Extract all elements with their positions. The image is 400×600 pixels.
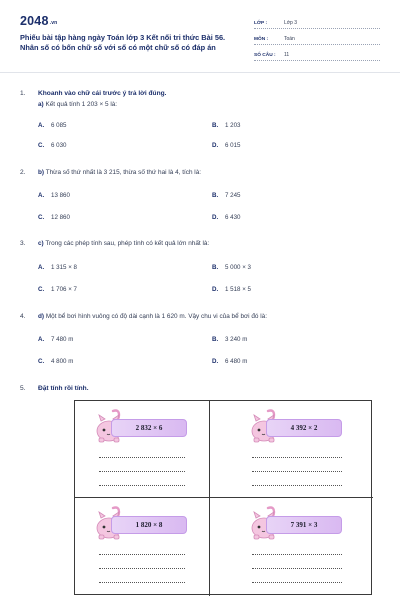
answer-line[interactable] <box>252 471 342 472</box>
question-instruction: Đặt tính rồi tính. <box>38 385 89 392</box>
answer-line[interactable] <box>99 485 185 486</box>
meta-label: LỚP : <box>254 21 268 26</box>
meta-value: Lớp 3 <box>284 20 298 26</box>
exercise-card: 1 820 × 8 <box>111 516 187 534</box>
prompt-label: b) <box>38 169 45 176</box>
meta-value: 11 <box>284 52 290 58</box>
title-line-1: Phiếu bài tập hàng ngày Toán lớp 3 Kết nối tri thức Bài 56. <box>20 33 226 42</box>
answer-line[interactable] <box>99 457 185 458</box>
title-line-2: Nhân số có bốn chữ số với số có một chữ số có đáp án <box>20 43 216 52</box>
prompt-text: Một bể bơi hình vuông có độ dài cạnh là 1 620 m. Vậy chu vi của bể bơi đó là: <box>45 313 268 320</box>
question-prompt <box>38 313 267 320</box>
exercise-card: 2 832 × 6 <box>111 419 187 437</box>
exercise-cell[interactable] <box>210 498 373 594</box>
answer-line[interactable] <box>252 554 342 555</box>
question-number: 1. <box>20 90 26 97</box>
meta-row-count <box>254 46 380 61</box>
worksheet-meta <box>254 14 380 62</box>
answer-line[interactable] <box>99 568 185 569</box>
meta-value: Toán <box>284 36 295 42</box>
option-b[interactable]: B. 5 000 × 3 <box>212 264 251 271</box>
question-prompt <box>38 101 117 108</box>
option-a[interactable]: A. 13 860 <box>38 192 70 199</box>
exercise-cell[interactable] <box>75 401 209 497</box>
question-instruction: Khoanh vào chữ cái trước ý trả lời đúng. <box>38 90 167 97</box>
option-a[interactable]: A. 6 085 <box>38 122 67 129</box>
exercise-card: 7 391 × 3 <box>266 516 342 534</box>
question-prompt <box>38 240 209 247</box>
answer-line[interactable] <box>99 554 185 555</box>
logo-suffix: .vn <box>49 20 58 26</box>
worksheet-title <box>20 33 252 53</box>
exercise-cell[interactable] <box>210 401 373 497</box>
option-c[interactable]: C. 6 030 <box>38 142 67 149</box>
exercise-grid <box>74 400 372 595</box>
answer-line[interactable] <box>252 485 342 486</box>
prompt-text: Thừa số thứ nhất là 3 215, thừa số thứ hai là 4, tích là: <box>45 169 202 176</box>
prompt-label: d) <box>38 313 45 320</box>
site-logo[interactable] <box>20 14 57 28</box>
prompt-label: a) <box>38 101 44 108</box>
meta-row-subject <box>254 30 380 45</box>
question-number: 2. <box>20 169 26 176</box>
answer-line[interactable] <box>99 582 185 583</box>
answer-line[interactable] <box>252 457 342 458</box>
answer-line[interactable] <box>252 582 342 583</box>
option-d[interactable]: D. 6 430 <box>212 214 241 221</box>
header-divider <box>0 72 400 73</box>
prompt-text: Kết quả tính 1 203 × 5 là: <box>45 101 118 108</box>
option-b[interactable]: B. 7 245 <box>212 192 241 199</box>
question-prompt <box>38 169 201 176</box>
option-b[interactable]: B. 3 240 m <box>212 336 248 343</box>
option-a[interactable]: A. 1 315 × 8 <box>38 264 77 271</box>
answer-line[interactable] <box>99 471 185 472</box>
answer-line[interactable] <box>252 568 342 569</box>
question-number: 4. <box>20 313 26 320</box>
meta-label: SỐ CÂU : <box>254 53 276 58</box>
question-number: 3. <box>20 240 26 247</box>
option-c[interactable]: C. 12 860 <box>38 214 70 221</box>
option-d[interactable]: D. 6 480 m <box>212 358 248 365</box>
option-b[interactable]: B. 1 203 <box>212 122 241 129</box>
prompt-text: Trong các phép tính sau, phép tính có kết quả lớn nhất là: <box>45 240 210 247</box>
logo-text: 2048 <box>20 14 49 28</box>
exercise-card: 4 392 × 2 <box>266 419 342 437</box>
prompt-label: c) <box>38 240 44 247</box>
option-a[interactable]: A. 7 480 m <box>38 336 74 343</box>
option-d[interactable]: D. 6 015 <box>212 142 241 149</box>
exercise-cell[interactable] <box>75 498 209 594</box>
option-c[interactable]: C. 1 706 × 7 <box>38 286 77 293</box>
meta-row-class <box>254 14 380 29</box>
question-number: 5. <box>20 385 26 392</box>
meta-label: MÔN : <box>254 37 269 42</box>
option-d[interactable]: D. 1 518 × 5 <box>212 286 251 293</box>
option-c[interactable]: C. 4 800 m <box>38 358 74 365</box>
